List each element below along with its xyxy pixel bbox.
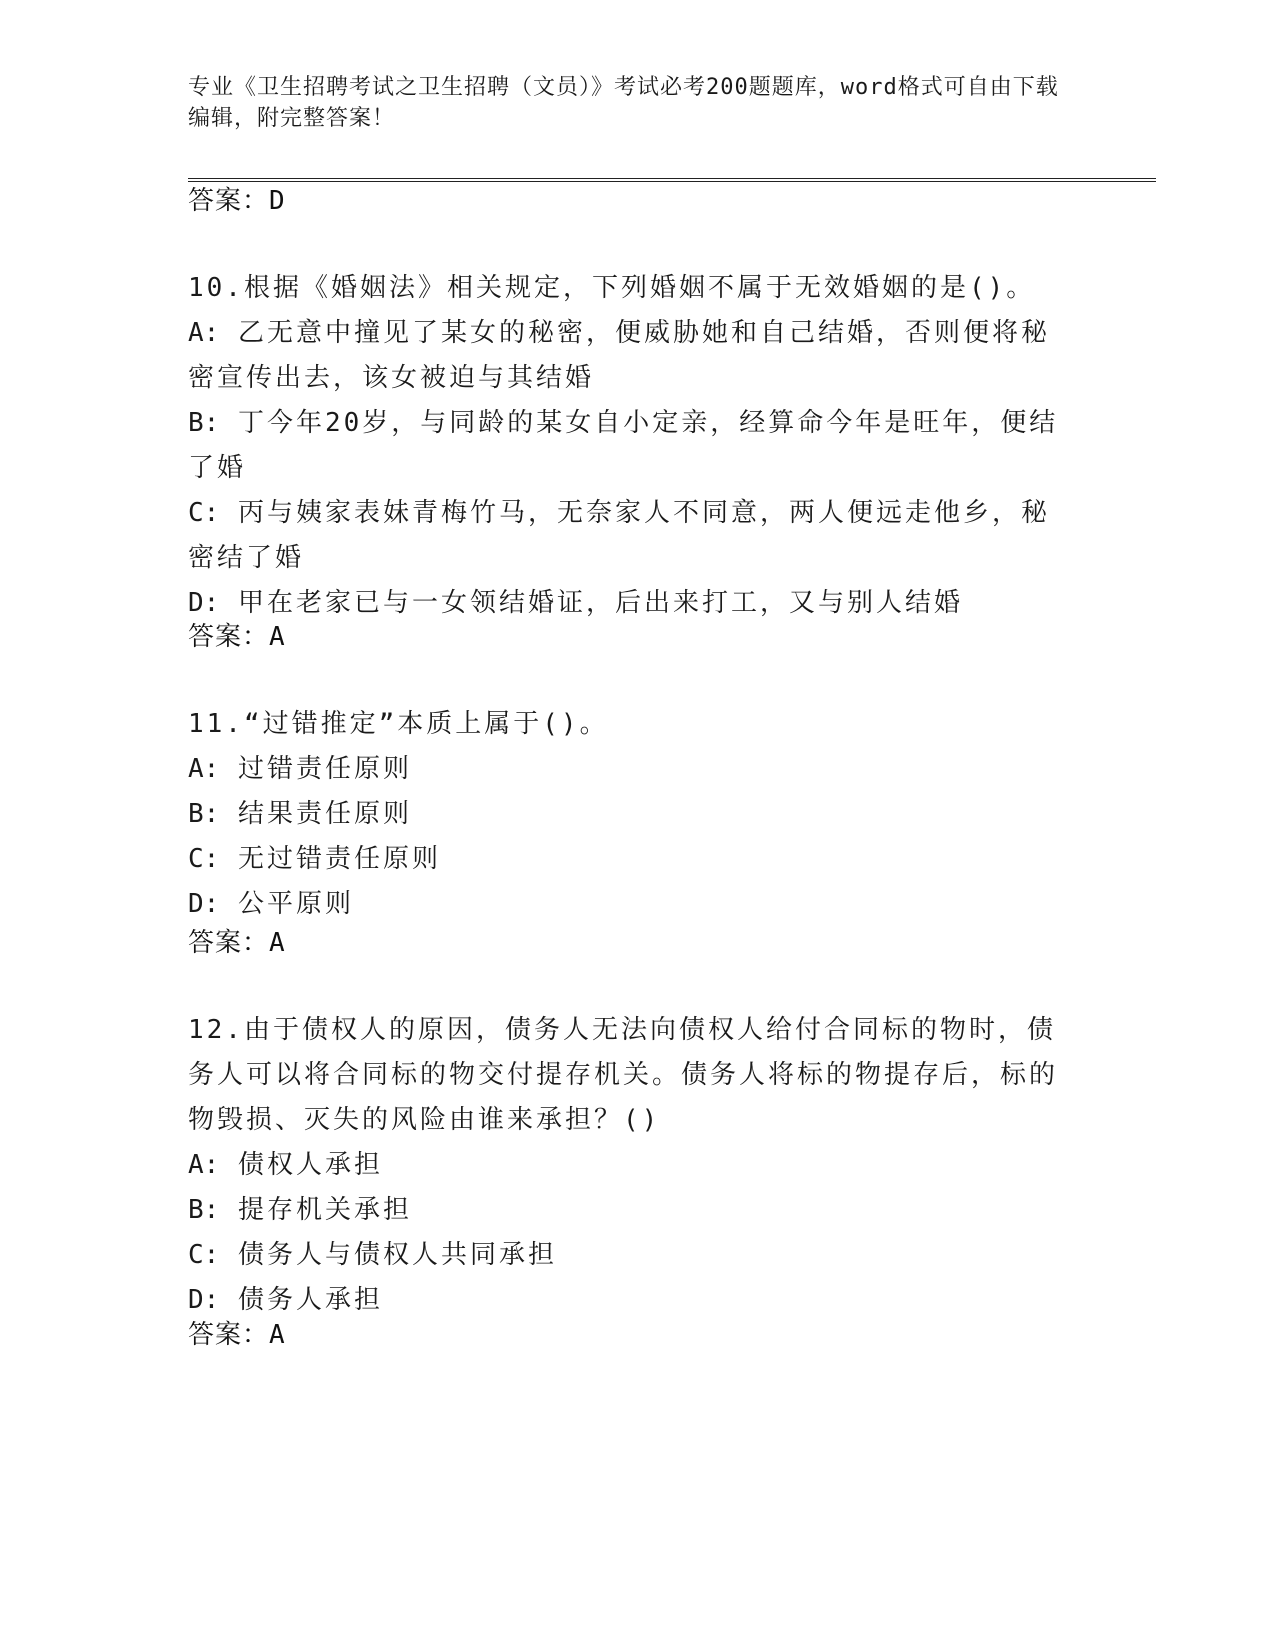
option-key: D: xyxy=(188,1285,220,1315)
option-key: C: xyxy=(188,844,220,874)
question-12 xyxy=(188,1008,1068,1323)
option-d xyxy=(188,882,1068,927)
header-divider-second xyxy=(188,181,1156,182)
option-key: C: xyxy=(188,498,220,528)
option-c xyxy=(188,491,1068,581)
answer-prefix: 答案： xyxy=(188,928,270,958)
question-stem: 12.由于债权人的原因，债务人无法向债权人给付合同标的物时，债务人可以将合同标的物交付提存机关。债务人将标的物提存后，标的物毁损、灭失的风险由谁来承担？() xyxy=(188,1015,1059,1135)
option-text: 结果责任原则 xyxy=(237,799,412,829)
option-text: 过错责任原则 xyxy=(237,754,412,784)
header-divider xyxy=(188,178,1156,179)
option-a xyxy=(188,1143,1068,1188)
answer-11 xyxy=(188,926,286,960)
option-text: 公平原则 xyxy=(237,889,354,919)
option-a xyxy=(188,311,1068,401)
option-c xyxy=(188,1233,1068,1278)
option-text: 无过错责任原则 xyxy=(237,844,441,874)
option-text: 甲在老家已与一女领结婚证，后出来打工，又与别人结婚 xyxy=(237,588,963,618)
option-d xyxy=(188,581,1068,626)
document-header xyxy=(188,72,1068,134)
answer-10 xyxy=(188,620,286,654)
option-text: 丁今年20岁，与同龄的某女自小定亲，经算命今年是旺年，便结了婚 xyxy=(188,408,1059,483)
option-text: 丙与姨家表妹青梅竹马，无奈家人不同意，两人便远走他乡，秘密结了婚 xyxy=(188,498,1050,573)
option-key: C: xyxy=(188,1240,220,1270)
option-key: A: xyxy=(188,754,220,784)
option-b xyxy=(188,792,1068,837)
option-d xyxy=(188,1278,1068,1323)
option-b xyxy=(188,401,1068,491)
answer-value: A xyxy=(269,1320,286,1350)
option-b xyxy=(188,1188,1068,1233)
option-text: 乙无意中撞见了某女的秘密，便威胁她和自己结婚，否则便将秘密宣传出去，该女被迫与其结婚 xyxy=(188,318,1050,393)
prev-answer xyxy=(188,184,286,218)
option-text: 债权人承担 xyxy=(237,1150,383,1180)
option-text: 提存机关承担 xyxy=(237,1195,412,1225)
answer-prefix: 答案： xyxy=(188,622,270,652)
question-10 xyxy=(188,266,1068,626)
question-stem: 11.“过错推定”本质上属于()。 xyxy=(188,709,609,739)
question-stem: 10.根据《婚姻法》相关规定，下列婚姻不属于无效婚姻的是()。 xyxy=(188,273,1036,303)
option-key: D: xyxy=(188,588,220,618)
answer-value: A xyxy=(269,928,286,958)
header-text: 专业《卫生招聘考试之卫生招聘（文员）》考试必考200题题库，word格式可自由下载编辑，附完整答案！ xyxy=(188,75,1059,131)
option-key: A: xyxy=(188,318,220,348)
option-key: B: xyxy=(188,1195,220,1225)
option-key: B: xyxy=(188,799,220,829)
answer-value: D xyxy=(269,186,286,216)
question-11 xyxy=(188,702,1068,927)
option-a xyxy=(188,747,1068,792)
answer-prefix: 答案： xyxy=(188,1320,270,1350)
option-text: 债务人承担 xyxy=(237,1285,383,1315)
option-key: D: xyxy=(188,889,220,919)
option-text: 债务人与债权人共同承担 xyxy=(237,1240,557,1270)
answer-prefix: 答案： xyxy=(188,186,270,216)
option-key: B: xyxy=(188,408,220,438)
answer-12 xyxy=(188,1318,286,1352)
option-c xyxy=(188,837,1068,882)
answer-value: A xyxy=(269,622,286,652)
option-key: A: xyxy=(188,1150,220,1180)
